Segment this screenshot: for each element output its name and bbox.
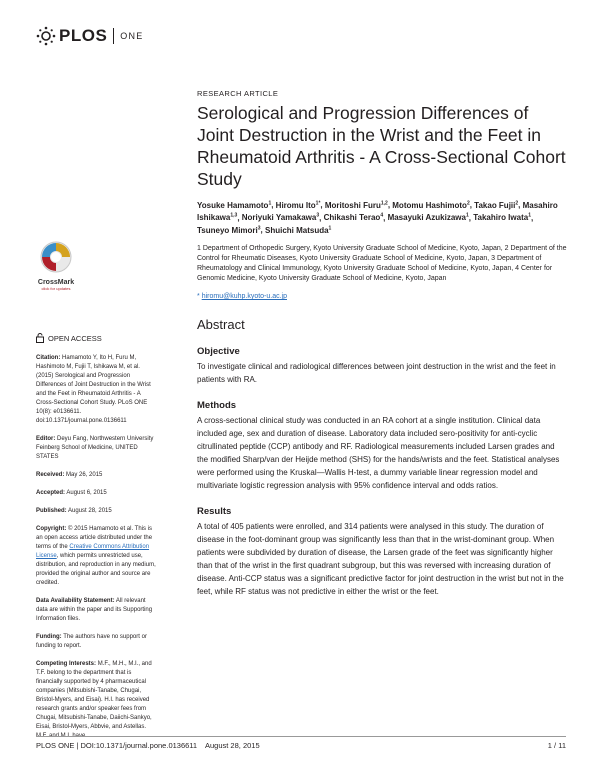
competing-interests-block bbox=[36, 660, 158, 741]
data-availability-block bbox=[36, 597, 158, 624]
author-affiliation-mark: 1* bbox=[315, 200, 321, 206]
open-lock-icon bbox=[36, 333, 44, 343]
abstract-section-objective bbox=[197, 346, 567, 386]
logo-divider bbox=[113, 28, 114, 44]
published-label: Published: bbox=[36, 508, 67, 514]
accepted-block bbox=[36, 489, 158, 498]
author-name: Motomu Hashimoto$^2$ bbox=[392, 200, 470, 210]
funding-text: The authors have no support or funding to report. bbox=[36, 634, 147, 649]
section-heading: Methods bbox=[197, 399, 237, 411]
author-name: Takahiro Iwata$^1$ bbox=[473, 212, 531, 223]
footer-citation: PLOS ONE | DOI:10.1371/journal.pone.0136611 August 28, 2015 bbox=[36, 741, 260, 750]
author-affiliation-mark: 1 bbox=[268, 200, 272, 206]
section-body: A cross-sectional clinical study was conducted in an RA cohort at a single institution. Clinical data included age, sex and duration of disease. Laboratory data included sero-positivity for anti-cyclic citrullinated peptide (CCP) antibody and RF. Radiological measurements included Larsen grades and the modified Sharp/van der Heijde method (SHS) for the hands/wrists and the feet. Statistical analyses were performed using the Kruskal—Wallis H-test, a dummy variable linear regression model and multivariate logistic regression analysis with 95% confidence interval and odds ratios. bbox=[197, 415, 560, 490]
author-name: Noriyuki Yamakawa$^3$ bbox=[241, 212, 320, 223]
received-label: Received: bbox=[36, 472, 65, 478]
logo-sub: ONE bbox=[120, 31, 144, 41]
published-date: August 28, 2015 bbox=[68, 508, 112, 514]
author-affiliation-mark: 1 bbox=[528, 212, 531, 219]
article-sidebar bbox=[36, 333, 158, 750]
page-number: 1 / 11 bbox=[547, 741, 566, 750]
data-availability-text: All relevant data are within the paper and its Supporting Information files. bbox=[36, 598, 153, 622]
copyright-block bbox=[36, 525, 158, 588]
competing-interests-text: M.F., M.H., M.I., and T.F. belong to the department that is financially supported by 4 pharmaceutical companies (Mitsubishi-Tanabe, Chugai, Bristol-Myers, and Eisai). H.I. has received research grants and/or speaker fees from Chugai, Mitsubishi-Tanabe, Daiichi-Sankyo, Eisai, Bristol-Myers, Abbvie, and Astellas. M.F. and M.I. have bbox=[36, 661, 152, 739]
corresponding-mark: * bbox=[197, 292, 200, 300]
author-name: Chikashi Terao$^4$ bbox=[323, 212, 384, 223]
author-name: Hiromu Ito$^{1*}$ bbox=[275, 200, 321, 210]
funding-label: Funding: bbox=[36, 634, 62, 640]
author-name: Tsuneyo Mimori$^3$ bbox=[197, 225, 261, 235]
abstract-section-methods bbox=[197, 400, 567, 492]
logo-text: PLOS bbox=[59, 26, 108, 45]
article-main bbox=[197, 89, 567, 598]
corresponding-email-link[interactable]: hiromu@kuhp.kyoto-u.ac.jp bbox=[201, 292, 287, 300]
author-list: Yosuke Hamamoto$^1$, Hiromu Ito$^{1*}$, Moritoshi Furu$^{1,2}$, Motomu Hashimoto$^2$, Takao Fujii$^2$, Masahiro Ishikawa$^{1,3}$, Noriyuki Yamakawa$^3$, Chikashi Terao$^4$, Masayuki Azukizawa$^1$, Takahiro Iwata$^1$, Tsuneyo Mimori$^3$, Shuichi Matsuda$^1$ bbox=[197, 200, 558, 235]
author-name: Shuichi Matsuda$^1$ bbox=[264, 225, 332, 235]
citation-block bbox=[36, 354, 158, 426]
published-block bbox=[36, 507, 158, 516]
crossmark-badge[interactable] bbox=[36, 240, 76, 291]
open-access-label: OPEN ACCESS bbox=[48, 333, 102, 343]
abstract-section-results bbox=[197, 506, 567, 598]
open-access bbox=[36, 333, 158, 343]
received-date: May 26, 2015 bbox=[66, 472, 103, 478]
article-title: Serological and Progression Differences of Joint Destruction in the Wrist and the Feet in Rheumatoid Arthritis - A Cross-Sectional Cohort Study bbox=[197, 103, 566, 189]
section-heading: Results bbox=[197, 505, 232, 517]
plos-dots-icon bbox=[36, 26, 56, 46]
editor-block bbox=[36, 435, 158, 462]
page-footer bbox=[36, 736, 566, 750]
section-body: A total of 405 patients were enrolled, and 314 patients were analysed in this study. The duration of disease in the foot-dominant group was significantly less than that in the wrist-dominant group. When patients were subdivided by duration of disease, the Larsen grade of the feet was significantly higher than that of the wrist in the first quadrant subgroup, but this was reversed with increasing duration of disease. Anti-CCP status was a significant predictive factor for joint destruction in the wrist but not in the feet, while RF status was not predictive in either the wrist or the feet. bbox=[197, 521, 564, 596]
author-affiliation-mark: 2 bbox=[466, 200, 470, 206]
copyright-label: Copyright: bbox=[36, 526, 67, 532]
author-name: Takao Fujii$^2$ bbox=[474, 200, 519, 210]
crossmark-sub: click for updates bbox=[41, 286, 71, 291]
article-type: RESEARCH ARTICLE bbox=[197, 89, 279, 98]
corresponding-author bbox=[197, 293, 567, 300]
author-name: Yosuke Hamamoto$^1$ bbox=[197, 200, 272, 210]
author-name: Masayuki Azukizawa$^1$ bbox=[387, 212, 469, 223]
author-affiliation-mark: 1,3 bbox=[230, 212, 238, 219]
citation-text: Hamamoto Y, Ito H, Furu M, Hashimoto M, Fujii T, Ishikawa M, et al. (2015) Serological and Progression Differences of Joint Destruction in the Wrist and the Feet in Rheumatoid Arthritis - A Cross-Sectional Cohort Study. PLoS ONE 10(8): e0136611. doi:10.1371/journal.pone.0136611 bbox=[36, 355, 151, 424]
author-affiliation-mark: 4 bbox=[380, 212, 384, 219]
author-name: Masahiro Ishikawa$^{1,3}$ bbox=[197, 200, 558, 223]
editor-label: Editor: bbox=[36, 436, 56, 442]
author-affiliation-mark: 3 bbox=[316, 212, 320, 219]
section-body: To investigate clinical and radiological differences between joint destruction in the wrist and the feet in patients with RA. bbox=[197, 361, 556, 384]
author-name: Moritoshi Furu$^{1,2}$ bbox=[324, 200, 388, 210]
abstract-heading: Abstract bbox=[197, 316, 245, 332]
author-affiliation-mark: 2 bbox=[515, 200, 519, 206]
plos-logo bbox=[36, 26, 143, 46]
license-link[interactable]: Creative Commons Attribution License bbox=[36, 544, 150, 559]
author-affiliation-mark: 1 bbox=[328, 225, 332, 232]
received-block bbox=[36, 471, 158, 480]
author-affiliation-mark: 3 bbox=[257, 225, 261, 232]
author-affiliation-mark: 1 bbox=[465, 212, 469, 219]
copyright-text-end: , which permits unrestricted use, distribution, and reproduction in any medium, provided the original author and source are credited. bbox=[36, 553, 156, 586]
accepted-label: Accepted: bbox=[36, 490, 66, 496]
crossmark-icon bbox=[39, 240, 73, 274]
copyright-text: © 2015 Hamamoto et al. This is an open access article distributed under the terms of the bbox=[36, 526, 153, 550]
citation-label: Citation: bbox=[36, 355, 61, 361]
data-availability-label: Data Availability Statement: bbox=[36, 598, 115, 604]
editor-text: Deyu Fang, Northwestern University Feinberg School of Medicine, UNITED STATES bbox=[36, 436, 154, 460]
section-heading: Objective bbox=[197, 345, 240, 357]
affiliations: 1 Department of Orthopedic Surgery, Kyoto University Graduate School of Medicine, Kyoto, Japan, 2 Department of the Control for Rheumatic Diseases, Kyoto University Graduate School of Medicine, Kyoto, Japan, 3 Department of Rheumatology and Clinical Immunology, Kyoto University Graduate School of Medicine, Kyoto, Japan, 4 Center for Genomic Medicine, Kyoto University Graduate School of Medicine, Kyoto, Japan bbox=[197, 244, 567, 282]
competing-interests-label: Competing Interests: bbox=[36, 661, 97, 667]
author-affiliation-mark: 1,2 bbox=[380, 200, 388, 206]
funding-block bbox=[36, 633, 158, 651]
crossmark-label: CrossMark bbox=[37, 279, 75, 286]
accepted-date: August 6, 2015 bbox=[66, 490, 107, 496]
